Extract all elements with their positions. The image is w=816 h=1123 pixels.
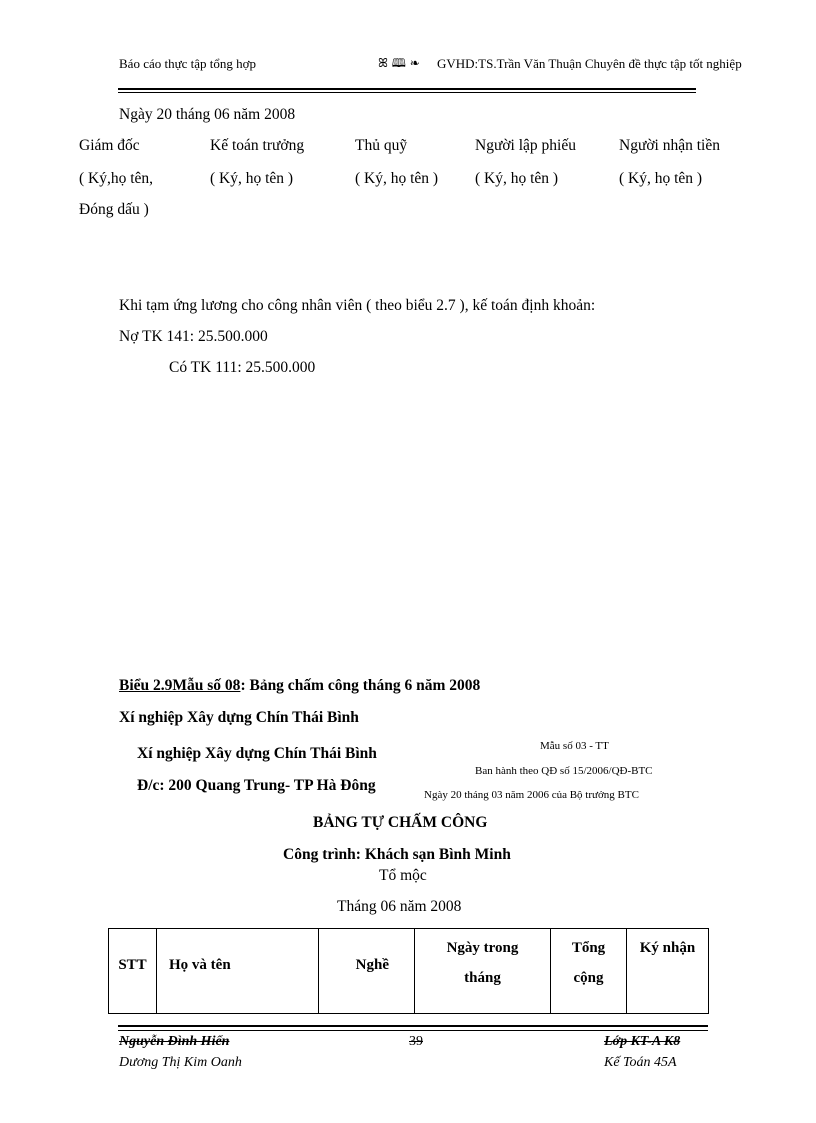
signature-role: Người lập phiếu (475, 137, 576, 154)
footer-author: Nguyễn Đình Hiển (119, 1034, 230, 1049)
signature-role: Thủ quỹ (355, 137, 408, 154)
header-days (415, 929, 551, 1014)
header-total (551, 929, 627, 1014)
signature-note: ( Ký,họ tên, (79, 170, 154, 187)
form-number: Mẫu số 03 - TT (540, 740, 609, 752)
signature-note: ( Ký, họ tên ) (210, 170, 294, 187)
header-total-line1: Tổng (571, 940, 606, 956)
debit-entry: Nợ TK 141: 25.500.000 (119, 328, 268, 345)
footer-author-2: Dương Thị Kim Oanh (119, 1055, 242, 1070)
header-right: GVHD:TS.Trần Văn Thuận Chuyên đề thực tập tốt nghiệp (437, 56, 742, 71)
signature-role: Giám đốc (79, 137, 140, 154)
signature-note: ( Ký, họ tên ) (619, 170, 703, 187)
project-name: Công trình: Khách sạn Bình Minh (283, 846, 511, 863)
header-name: Họ và tên (157, 929, 319, 1014)
form-issued-date: Ngày 20 tháng 03 năm 2006 của Bộ trưởng BTC (424, 789, 639, 801)
header-job: Nghề (319, 929, 415, 1014)
footer-rule-thick (118, 1025, 708, 1027)
form-caption-label: Biểu 2.9Mẫu số 08 (119, 677, 241, 694)
signature-note-stamp: Đóng dấu ) (79, 201, 149, 218)
page-number: 39 (409, 1034, 423, 1049)
form-caption (119, 677, 480, 695)
header-ornament-icon: ꕤ 🕮 ❧ (378, 56, 420, 70)
credit-entry: Có TK 111: 25.500.000 (169, 359, 316, 376)
form-title: BẢNG TỰ CHẤM CÔNG (313, 814, 488, 831)
header-sign: Ký nhận (627, 929, 709, 1014)
company-name-top: Xí nghiệp Xây dựng Chín Thái Bình (119, 709, 359, 726)
signature-role: Người nhận tiền (619, 137, 720, 154)
header-left: Báo cáo thực tập tổng hợp (119, 56, 257, 71)
signature-role: Kế toán trưởng (210, 137, 305, 154)
header-days-line1: Ngày trong (446, 940, 519, 956)
header-days-line2: tháng (464, 970, 501, 986)
header-stt: STT (109, 929, 157, 1014)
date-line: Ngày 20 tháng 06 năm 2008 (119, 106, 296, 123)
company-address: Đ/c: 200 Quang Trung- TP Hà Đông (137, 777, 376, 794)
table-header-row (109, 929, 709, 1014)
footer-rule-thin (118, 1030, 708, 1031)
header-rule-thick (118, 88, 696, 90)
footer-class: Lớp KT-A K8 (604, 1034, 681, 1049)
header-rule-thin (118, 92, 696, 93)
form-caption-rest: : Bảng chấm công tháng 6 năm 2008 (240, 677, 481, 694)
company-name: Xí nghiệp Xây dựng Chín Thái Bình (137, 745, 377, 762)
footer-dept: Kế Toán 45A (604, 1055, 677, 1070)
timesheet-table (108, 928, 709, 1014)
form-issued-by: Ban hành theo QĐ số 15/2006/QĐ-BTC (475, 765, 653, 777)
signature-note: ( Ký, họ tên ) (475, 170, 559, 187)
team-name: Tổ mộc (379, 867, 427, 884)
month-line: Tháng 06 năm 2008 (337, 898, 462, 915)
header-total-line2: cộng (573, 970, 604, 986)
body-paragraph: Khi tạm ứng lương cho công nhân viên ( theo biểu 2.7 ), kế toán định khoản: (119, 297, 596, 314)
signature-note: ( Ký, họ tên ) (355, 170, 439, 187)
